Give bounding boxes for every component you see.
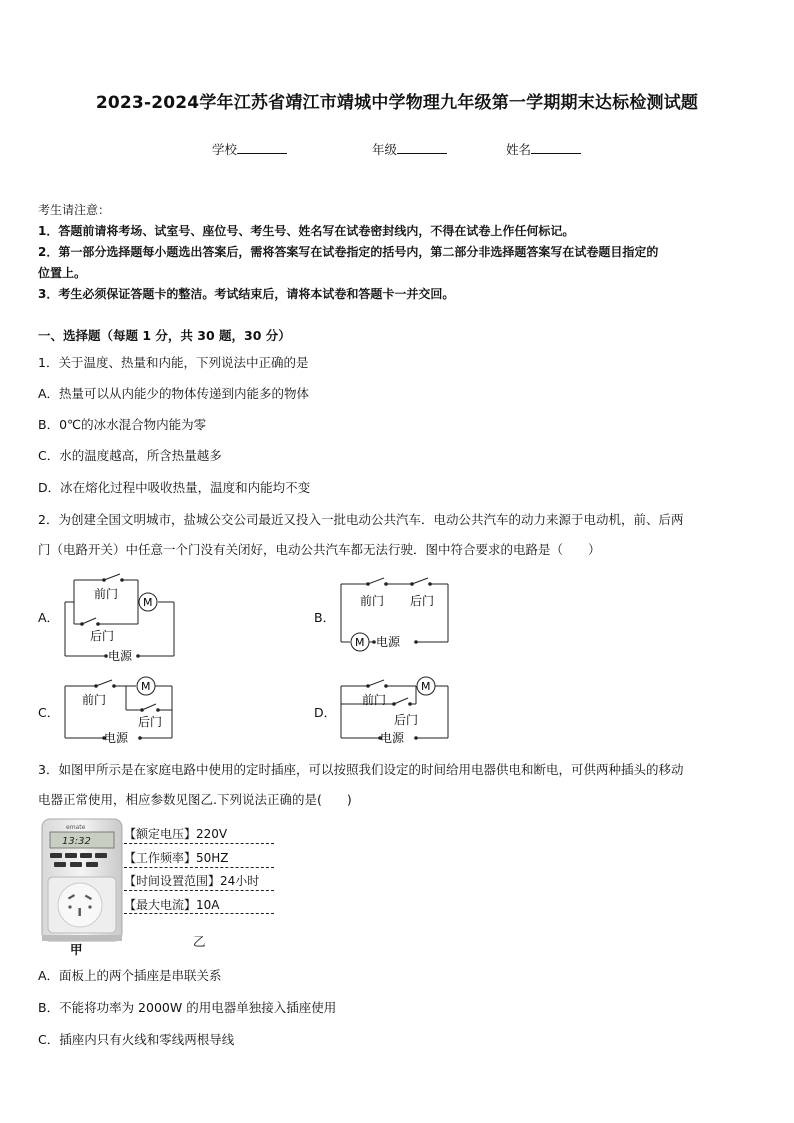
section-heading: 一、选择题（每题 1 分，共 30 题，30 分） <box>38 328 291 343</box>
notice-item-2: 2．第一部分选择题每小题选出答案后，需将答案写在试卷指定的括号内，第二部分非选择题答案写在试卷题目指定的 <box>38 245 659 259</box>
q1-option-c: C．水的温度越高，所含热量越多 <box>38 448 222 463</box>
circuit-d <box>336 674 456 746</box>
q1-option-a: A．热量可以从内能少的物体传递到内能多的物体 <box>38 386 310 401</box>
q2-label-a: A． <box>38 610 60 625</box>
q2-label-c: C． <box>38 705 60 720</box>
circuit-d-source-label: 电源 <box>380 731 405 745</box>
spec-divider <box>124 890 274 891</box>
circuit-a-front-label: 前门 <box>94 587 119 601</box>
spec-row-max-current <box>124 896 220 913</box>
device-brand: emate <box>66 824 86 831</box>
q2-stem-line1: 2．为创建全国文明城市，盐城公交公司最近又投入一批电动公共汽车．电动公共汽车的动力来源于电动机，前、后两 <box>38 512 684 527</box>
circuit-c-back-label: 后门 <box>138 715 163 729</box>
circuit-c <box>60 674 180 746</box>
circuit-b-back-label: 后门 <box>410 594 435 608</box>
spec-row-time-range <box>124 872 259 889</box>
circuit-a-back-label: 后门 <box>90 629 115 643</box>
circuit-d-back-label: 后门 <box>394 713 419 727</box>
circuit-b-front-label: 前门 <box>360 594 385 608</box>
name-label: 姓名 <box>506 142 532 157</box>
q2-label-d: D． <box>314 705 337 720</box>
spec-divider <box>124 843 274 844</box>
school-field <box>212 140 287 158</box>
name-field <box>506 140 581 158</box>
q2-label-b: B． <box>314 610 336 625</box>
notice-item-2-cont: 位置上。 <box>38 266 87 280</box>
spec-divider <box>124 913 274 914</box>
exam-title: 2023-2024学年江苏省靖江市靖城中学物理九年级第一学期期末达标检测试题 <box>95 93 699 113</box>
spec-key-voltage: 【额定电压】 <box>124 827 197 841</box>
notice-item-1: 1．答题前请将考场、试室号、座位号、考生号、姓名写在试卷密封线内，不得在试卷上作任何标记。 <box>38 224 575 238</box>
q3-stem-line1: 3．如图甲所示是在家庭电路中使用的定时插座，可以按照我们设定的时间给用电器供电和断电，可供两种插头的移动 <box>38 762 684 777</box>
grade-field <box>372 140 447 158</box>
spec-key-frequency: 【工作频率】 <box>124 851 197 865</box>
q3-option-b: B．不能将功率为 2000W 的用电器单独接入插座使用 <box>38 1000 337 1015</box>
spec-value-frequency: 50HZ <box>196 851 229 865</box>
figure-jia-label: 甲 <box>70 942 83 957</box>
grade-label: 年级 <box>372 142 398 157</box>
circuit-a-source-label: 电源 <box>108 649 133 663</box>
spec-value-voltage: 220V <box>196 827 228 841</box>
figure-yi-label: 乙 <box>193 934 206 949</box>
timer-socket-image <box>38 815 128 955</box>
circuit-b-motor-label: M <box>355 636 365 649</box>
circuit-d-motor-label: M <box>421 680 431 693</box>
spec-divider <box>124 867 274 868</box>
circuit-a-motor-label: M <box>143 596 153 609</box>
circuit-d-front-label: 前门 <box>362 693 387 707</box>
spec-row-frequency <box>124 849 229 866</box>
q3-option-a: A．面板上的两个插座是串联关系 <box>38 968 222 983</box>
q1-stem: 1．关于温度、热量和内能，下列说法中正确的是 <box>38 355 309 370</box>
school-label: 学校 <box>212 142 238 157</box>
q1-option-d: D．冰在熔化过程中吸收热量，温度和内能均不变 <box>38 480 311 495</box>
notice-heading: 考生请注意： <box>38 203 111 217</box>
spec-key-time-range: 【时间设置范围】 <box>124 874 221 888</box>
grade-blank <box>397 142 447 154</box>
notice-item-3: 3．考生必须保证答题卡的整洁。考试结束后，请将本试卷和答题卡一并交回。 <box>38 287 455 301</box>
spec-row-voltage <box>124 825 227 842</box>
circuit-c-motor-label: M <box>141 680 151 693</box>
name-blank <box>531 142 581 154</box>
circuit-c-front-label: 前门 <box>82 693 107 707</box>
device-time: 13:32 <box>62 836 91 847</box>
circuit-b-source-label: 电源 <box>376 635 401 649</box>
spec-key-max-current: 【最大电流】 <box>124 898 197 912</box>
circuit-c-source-label: 电源 <box>104 731 129 745</box>
q1-option-b: B．0℃的冰水混合物内能为零 <box>38 417 207 432</box>
spec-value-time-range: 24小时 <box>220 874 260 888</box>
circuit-a <box>60 572 180 664</box>
spec-value-max-current: 10A <box>196 898 220 912</box>
circuit-b <box>336 574 456 656</box>
q2-stem-line2: 门（电路开关）中任意一个门没有关闭好，电动公共汽车都无法行驶．图中符合要求的电路是（ ） <box>38 542 601 557</box>
q3-stem-line2: 电器正常使用，相应参数见图乙.下列说法正确的是( ) <box>38 792 352 807</box>
q3-option-c: C．插座内只有火线和零线两根导线 <box>38 1032 235 1047</box>
school-blank <box>237 142 287 154</box>
